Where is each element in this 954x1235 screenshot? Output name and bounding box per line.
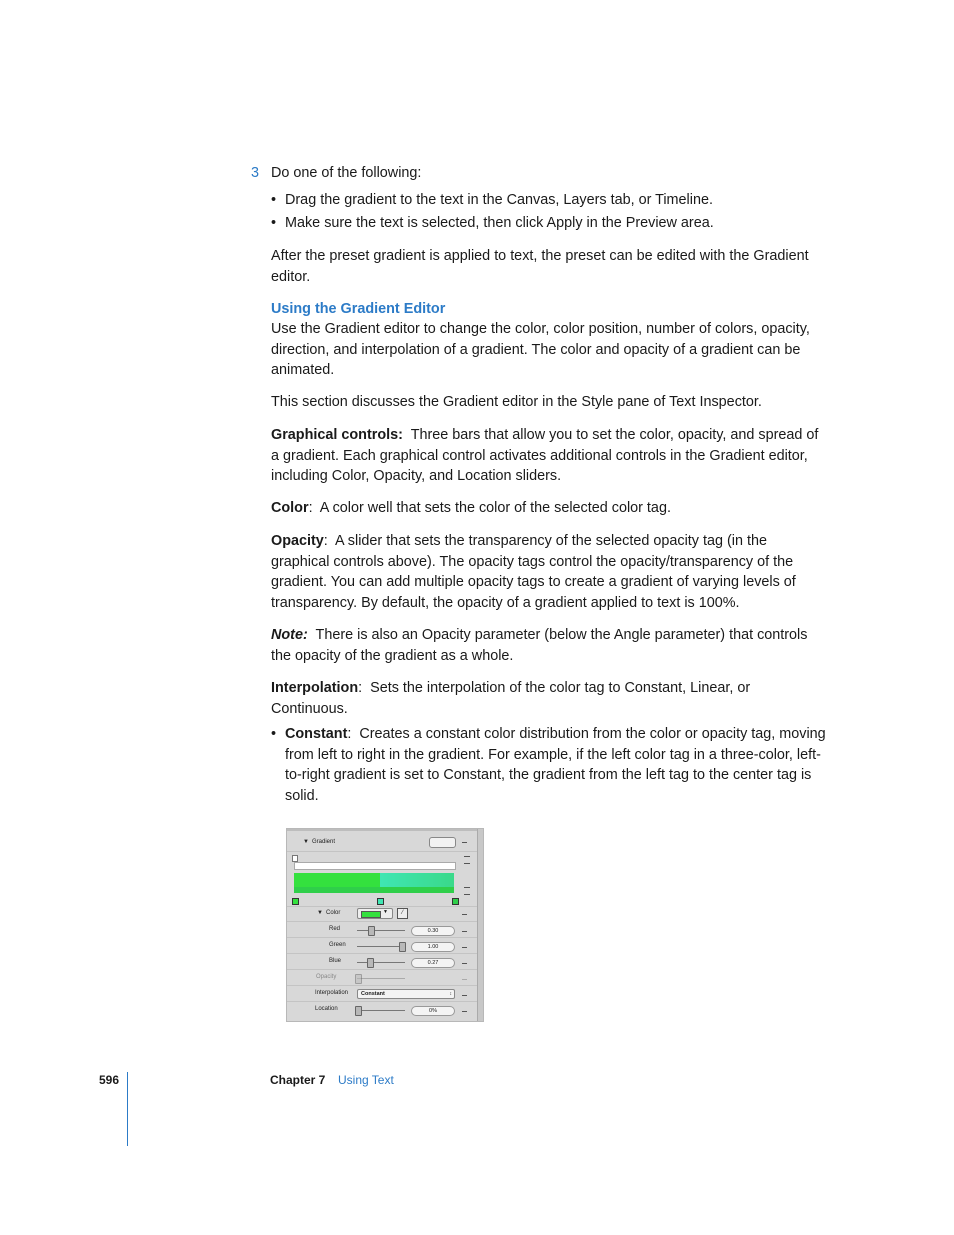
chapter-title: Using Text (338, 1073, 394, 1087)
opacity-slider-thumb (355, 974, 362, 984)
gradient-bar-menu-icon[interactable] (464, 887, 470, 895)
red-value-field[interactable] (411, 926, 455, 936)
definition-text: A slider that sets the transparency of the selected opacity tag (in the graphical controls above). The opacity tags control the opacity/transparency of the gradient. You can add multiple opacity tags to create a gradient of varying levels of transparency. By default, the opacity of a gradient applied to text is 100%. (271, 533, 796, 611)
opacity-bar[interactable] (294, 862, 456, 870)
term: Constant (285, 726, 348, 742)
disclosure-triangle-icon[interactable]: ▼ (303, 839, 309, 845)
definition-color: Color: A color well that sets the color of the selected color tag. (271, 500, 671, 516)
bullet-marker: • (271, 215, 277, 231)
opacity-slider (357, 978, 405, 979)
definition-interpolation: Interpolation: Sets the interpolation of the color tag to Constant, Linear, or Continuous. (271, 680, 751, 717)
bullet-item: Make sure the text is selected, then click Apply in the Preview area. (285, 215, 714, 231)
section-heading: Using the Gradient Editor (271, 301, 446, 317)
opacity-label: Opacity (316, 974, 337, 980)
page-number: 596 (99, 1073, 120, 1087)
opacity-tag[interactable] (292, 855, 298, 862)
gradient-label: Gradient (312, 839, 336, 845)
green-slider[interactable] (357, 946, 405, 947)
term: Opacity (271, 533, 324, 549)
step-text: Do one of the following: (271, 165, 422, 181)
popup-arrows-icon: ↕ (449, 991, 452, 997)
green-value: 1.00 (427, 944, 439, 950)
interpolation-popup[interactable] (357, 989, 455, 999)
blue-label: Blue (329, 958, 342, 964)
location-value-field[interactable] (411, 1006, 455, 1016)
definition-text: A color well that sets the color of the selected color tag. (319, 500, 671, 516)
blue-value: 0.27 (427, 960, 439, 966)
gradient-bar[interactable] (294, 873, 454, 893)
disclosure-triangle-icon[interactable]: ▼ (317, 910, 323, 916)
interpolation-value: Constant (361, 991, 385, 997)
definition-text: Sets the interpolation of the color tag to Constant, Linear, or Continuous. (271, 680, 751, 717)
red-slider[interactable] (357, 930, 405, 931)
interpolation-label: Interpolation (315, 990, 349, 996)
scrollbar[interactable] (477, 829, 484, 1022)
blue-slider-thumb[interactable] (367, 958, 374, 968)
color-tag-left[interactable] (292, 898, 299, 905)
location-slider-thumb[interactable] (355, 1006, 362, 1016)
opacity-bar-menu-icon[interactable] (464, 856, 470, 864)
bullet-marker: • (271, 726, 277, 742)
red-label: Red (329, 926, 341, 932)
green-value-field[interactable] (411, 942, 455, 952)
reset-icon[interactable] (462, 931, 467, 932)
gradient-editor-screenshot (286, 828, 484, 1022)
location-value: 0% (429, 1008, 437, 1014)
location-label: Location (315, 1006, 338, 1012)
eyedropper-icon[interactable]: ⁄ (397, 908, 408, 919)
color-label: Color (326, 910, 341, 916)
reset-icon[interactable] (462, 963, 467, 964)
blue-value-field[interactable] (411, 958, 455, 968)
definition-text: Three bars that allow you to set the color, opacity, and spread of a gradient. Each graphical control activates additional controls in the Gradient editor, including Color, Opacity, and Location sliders. (271, 427, 819, 484)
reset-icon[interactable] (462, 995, 467, 996)
location-slider[interactable] (357, 1010, 405, 1011)
definition-opacity: Opacity: A slider that sets the transparency of the selected opacity tag (in the graphical controls above). The opacity tags control the opacity/transparency of the gradient. You can add multiple opacity tags to create a gradient of varying levels of transparency. By default, the opacity of a gradient applied to text is 100%. (271, 533, 796, 611)
paragraph-after-preset: After the preset gradient is applied to text, the preset can be edited with the Gradient editor. (271, 248, 809, 285)
definition-constant: Constant: Creates a constant color distribution from the color or opacity tag, moving from left to right in the gradient. For example, if the left color tag in a three-color, left-to-right gradient is set to Constant, the gradient from the left tag to the center tag is solid. (285, 726, 826, 804)
note-label: Note: (271, 627, 308, 643)
green-label: Green (329, 942, 346, 948)
color-well[interactable]: ▼ (357, 908, 393, 919)
step-number: 3 (251, 165, 260, 181)
reset-icon[interactable] (462, 842, 467, 843)
term: Color (271, 500, 309, 516)
red-value: 0.30 (427, 928, 439, 934)
bullet-item: Drag the gradient to the text in the Canvas, Layers tab, or Timeline. (285, 192, 713, 208)
blue-slider[interactable] (357, 962, 405, 963)
definition-text: Creates a constant color distribution from the color or opacity tag, moving from left to right in the gradient. For example, if the left color tag in a three-color, left-to-right gradient is set to Constant, the gradient from the left tag to the center tag is solid. (285, 726, 826, 804)
green-slider-thumb[interactable] (399, 942, 406, 952)
paragraph-use: Use the Gradient editor to change the color, color position, number of colors, opacity, direction, and interpolation of a gradient. The color and opacity of a gradient can be animated. (271, 321, 810, 378)
reset-icon (462, 979, 467, 980)
note-paragraph (271, 625, 827, 666)
paragraph-section: This section discusses the Gradient editor in the Style pane of Text Inspector. (271, 394, 762, 410)
chapter-label: Chapter 7 (270, 1073, 326, 1087)
term: Graphical controls: (271, 427, 403, 443)
note-text: There is also an Opacity parameter (below the Angle parameter) that controls the opacity of the gradient as a whole. (271, 627, 808, 664)
bullet-marker: • (271, 192, 277, 208)
color-tag-center[interactable] (377, 898, 384, 905)
red-slider-thumb[interactable] (368, 926, 375, 936)
reset-icon[interactable] (462, 947, 467, 948)
footer-divider (127, 1072, 128, 1146)
reset-icon[interactable] (462, 914, 467, 915)
definition-graphical-controls (271, 425, 827, 487)
reset-icon[interactable] (462, 1011, 467, 1012)
term: Interpolation (271, 680, 359, 696)
preset-popup-button[interactable] (429, 837, 456, 848)
color-tag-right[interactable] (452, 898, 459, 905)
